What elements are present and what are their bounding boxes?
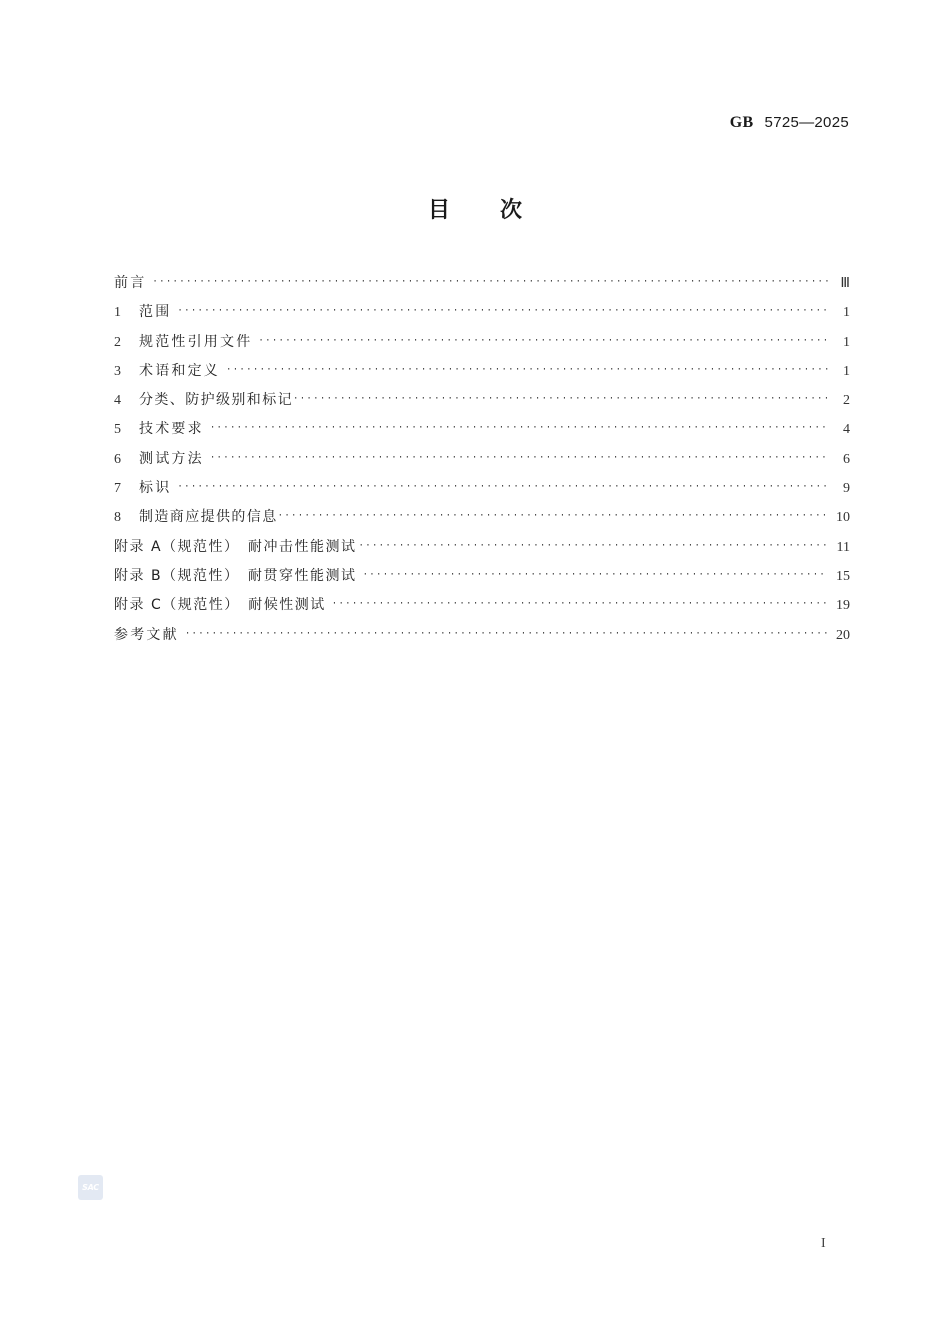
dot-leader <box>226 358 828 382</box>
standard-prefix: GB <box>729 114 754 131</box>
toc-entry-page: 1 <box>843 363 850 379</box>
toc-entry-annex-b[interactable] <box>114 564 850 593</box>
toc-entry-label: 分类、防护级别和标记 <box>139 392 293 409</box>
toc-entry-label: 附录 C（规范性） 耐候性测试 <box>114 597 326 614</box>
toc-entry-label: 附录 A（规范性） 耐冲击性能测试 <box>114 538 357 555</box>
toc-entry-label: 技术要求 <box>139 421 204 438</box>
dot-leader <box>210 446 828 470</box>
page-number: I <box>821 1236 826 1251</box>
title-char-2: 次 <box>500 198 523 223</box>
page-title <box>0 193 950 224</box>
dot-leader <box>363 563 828 587</box>
toc-entry-foreword[interactable] <box>114 271 850 300</box>
sac-logo-icon: SAC <box>78 1175 103 1200</box>
toc-entry-label: 制造商应提供的信息 <box>139 509 278 526</box>
toc-entry-number: 7 <box>114 481 121 497</box>
toc-entry-number: 6 <box>114 451 121 467</box>
standard-number: 5725—2025 <box>764 114 849 131</box>
toc-entry-number: 8 <box>114 510 121 526</box>
toc-entry-page: 11 <box>836 539 850 555</box>
toc-entry-bibliography[interactable] <box>114 623 850 652</box>
dot-leader <box>210 416 828 440</box>
table-of-contents <box>114 271 850 652</box>
dot-leader <box>152 270 828 294</box>
toc-entry-label: 前言 <box>114 275 147 291</box>
toc-entry-label: 参考文献 <box>114 626 179 643</box>
toc-entry-number: 3 <box>114 363 121 379</box>
toc-entry-annex-c[interactable] <box>114 593 850 622</box>
toc-entry-page: 1 <box>843 334 850 350</box>
toc-entry-page: 2 <box>843 393 850 409</box>
toc-entry-label: 测试方法 <box>139 450 204 467</box>
toc-entry-page: 1 <box>843 305 850 321</box>
dot-leader <box>258 329 828 353</box>
dot-leader <box>332 592 828 616</box>
toc-entry-number: 2 <box>114 334 121 350</box>
dot-leader <box>293 387 828 411</box>
toc-entry-label: 规范性引用文件 <box>139 333 253 350</box>
toc-entry-marking[interactable] <box>114 476 850 505</box>
dot-leader <box>359 534 828 558</box>
toc-entry-page: 9 <box>843 481 850 497</box>
toc-entry-number: 4 <box>114 393 121 409</box>
toc-entry-page: 15 <box>836 568 850 584</box>
toc-entry-label: 术语和定义 <box>139 362 220 379</box>
toc-entry-label: 附录 B（规范性） 耐贯穿性能测试 <box>114 567 357 584</box>
toc-entry-classification[interactable] <box>114 388 850 417</box>
dot-leader <box>278 504 828 528</box>
toc-entry-technical-requirements[interactable] <box>114 417 850 446</box>
toc-entry-page: 20 <box>836 627 850 643</box>
dot-leader <box>185 622 828 646</box>
dot-leader <box>177 475 828 499</box>
toc-entry-label: 标识 <box>139 480 172 497</box>
toc-entry-label: 范围 <box>139 304 172 321</box>
toc-entry-number: 5 <box>114 422 121 438</box>
toc-entry-page: 19 <box>836 598 850 614</box>
toc-entry-scope[interactable] <box>114 300 850 329</box>
toc-entry-terms-definitions[interactable] <box>114 359 850 388</box>
dot-leader <box>177 299 828 323</box>
toc-entry-page: 6 <box>843 451 850 467</box>
toc-entry-annex-a[interactable] <box>114 535 850 564</box>
toc-entry-manufacturer-info[interactable] <box>114 505 850 534</box>
toc-entry-normative-references[interactable] <box>114 330 850 359</box>
title-char-1: 目 <box>427 198 450 223</box>
toc-entry-number: 1 <box>114 305 121 321</box>
toc-entry-page: 10 <box>836 510 850 526</box>
document-code <box>730 113 849 132</box>
toc-entry-page: Ⅲ <box>840 276 850 291</box>
toc-entry-test-methods[interactable] <box>114 447 850 476</box>
toc-entry-page: 4 <box>843 422 850 438</box>
